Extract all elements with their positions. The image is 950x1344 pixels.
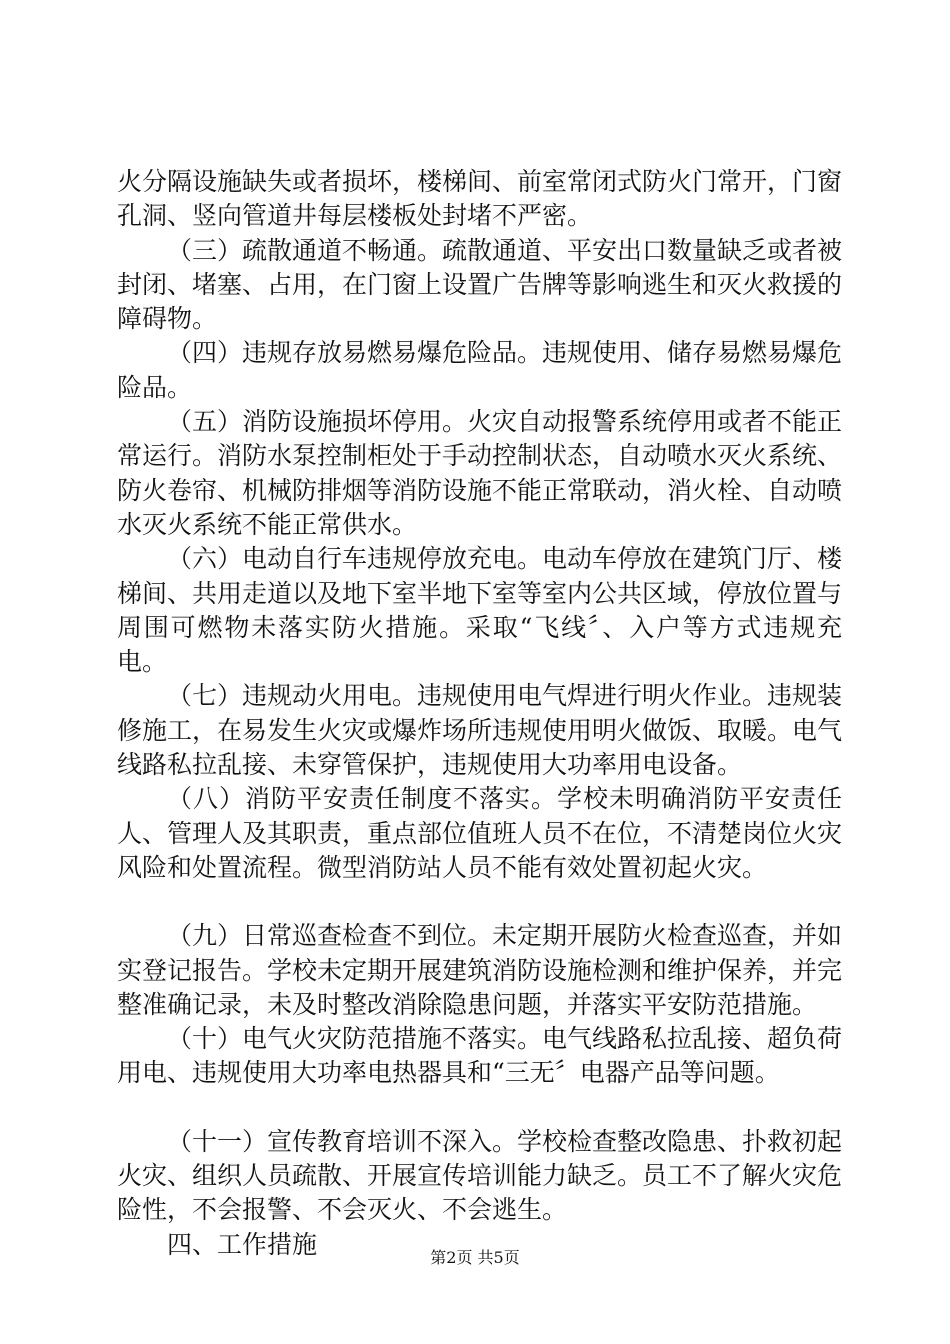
- paragraph-item-4: （四）违规存放易燃易爆危险品。违规使用、储存易燃易爆危险品。: [117, 338, 843, 402]
- paragraph-item-10: （十）电气火灾防范措施不落实。电气线路私拉乱接、超负荷用电、违规使用大功率电热器具和“三无〞电器产品等问题。: [117, 1024, 843, 1088]
- paragraph-item-8: （八）消防平安责任制度不落实。学校未明确消防平安责任人、管理人及其职责，重点部位值班人员不在位，不清楚岗位火灾风险和处置流程。微型消防站人员不能有效处置初起火灾。: [117, 784, 843, 882]
- paragraph-item-3: （三）疏散通道不畅通。疏散通道、平安出口数量缺乏或者被封闭、堵塞、占用，在门窗上设置广告牌等影响逃生和灭火救援的障碍物。: [117, 235, 843, 334]
- paragraph-item-5: （五）消防设施损坏停用。火灾自动报警系统停用或者不能正常运行。消防水泵控制柜处于手动控制状态，自动喷水灭火系统、防火卷帘、机械防排烟等消防设施不能正常联动，消火栓、自动喷水灭火系统不能正常供水。: [117, 407, 843, 539]
- paragraph-item-11: （十一）宣传教育培训不深入。学校检查整改隐患、扑救初起火灾、组织人员疏散、开展宣传培训能力缺乏。员工不了解火灾危险性，不会报警、不会灭火、不会逃生。: [117, 1126, 843, 1225]
- section-heading: 四、工作措施: [167, 1229, 318, 1259]
- paragraph-continuation: 火分隔设施缺失或者损坏，楼梯间、前室常闭式防火门常开，门窗孔洞、竖向管道井每层楼板处封堵不严密。: [117, 167, 843, 231]
- paragraph-item-7: （七）违规动火用电。违规使用电气焊进行明火作业。违规装修施工，在易发生火灾或爆炸场所违规使用明火做饭、取暖。电气线路私拉乱接、未穿管保护，违规使用大功率用电设备。: [117, 681, 843, 780]
- page-number-footer: 第2页 共5页: [430, 1248, 520, 1267]
- paragraph-item-6: （六）电动自行车违规停放充电。电动车停放在建筑门厅、楼梯间、共用走道以及地下室半地下室等室内公共区域，停放位置与周围可燃物未落实防火措施。采取“飞线〞、入户等方式违规充电。: [117, 544, 843, 677]
- paragraph-item-9: （九）日常巡查检查不到位。未定期开展防火检查巡查，并如实登记报告。学校未定期开展建筑消防设施检测和维护保养，并完整准确记录，未及时整改消除隐患问题，并落实平安防范措施。: [117, 921, 843, 1019]
- document-body: [117, 165, 842, 1262]
